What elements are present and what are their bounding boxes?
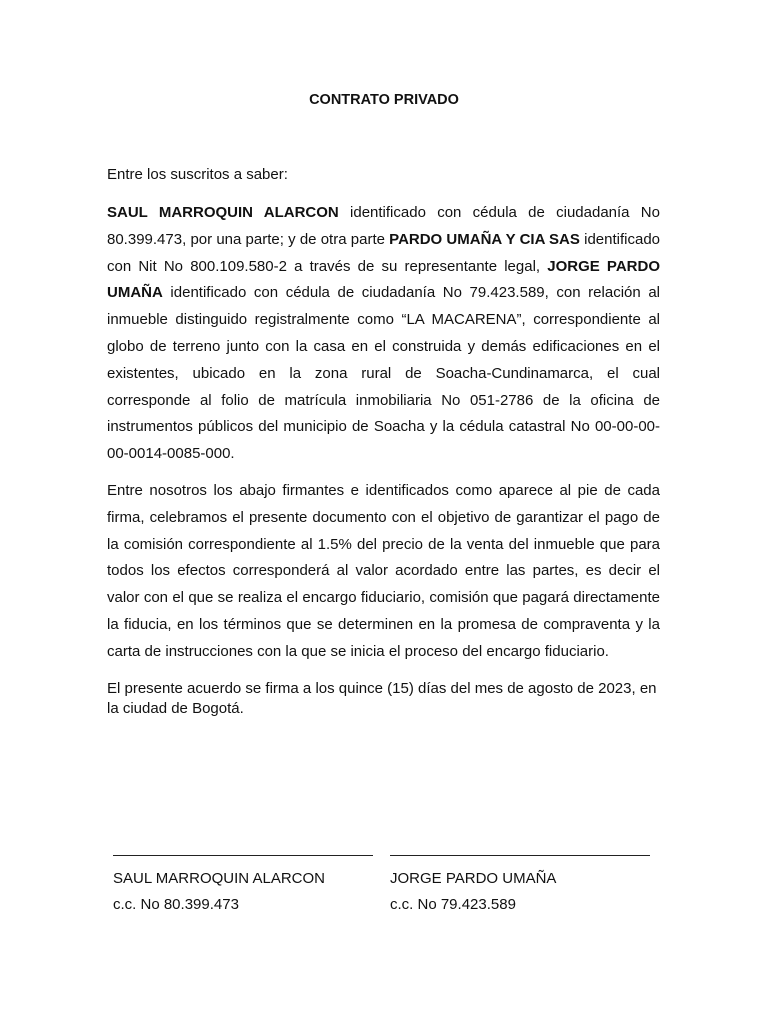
signer-name: JORGE PARDO UMAÑA bbox=[390, 870, 557, 887]
purpose-paragraph: Entre nosotros los abajo firmantes e identificados como aparece al pie de cada firma, celebramos el presente documento con el objetivo de garantizar el pago de la comisión correspondiente al 1.5% del precio de la venta del inmueble que para todos los efectos corresponderá al valor acordado entre las partes, es decir el valor con el que se realiza el encargo fiduciario, comisión que pagará directamente la fiducia, en los términos que se determinen en la promesa de compraventa y la carta de instrucciones con la que se inicia el proceso del encargo fiduciario. bbox=[107, 482, 660, 660]
signer-id: c.c. No 79.423.589 bbox=[390, 896, 516, 913]
paragraph1-text-b: identificado con Nit No 800.109.580-2 a través de su representante legal, bbox=[107, 230, 660, 275]
signing-date-paragraph: El presente acuerdo se firma a los quince (15) días del mes de agosto de 2023, en la ciudad de Bogotá. bbox=[107, 680, 657, 717]
paragraph1-text-a: identificado con cédula de ciudadanía No 80.399.473, por una parte; y de otra parte bbox=[107, 204, 660, 248]
signature-block-left bbox=[113, 855, 373, 918]
parties-paragraph bbox=[107, 200, 660, 468]
signature-block-right bbox=[390, 855, 650, 918]
document-title: CONTRATO PRIVADO bbox=[309, 92, 459, 108]
intro-text: Entre los suscritos a saber: bbox=[107, 166, 288, 183]
party1-name: SAUL MARROQUIN ALARCON bbox=[107, 204, 339, 221]
party2-name: JORGE PARDO UMAÑA bbox=[107, 257, 660, 302]
signature-line bbox=[390, 855, 650, 856]
paragraph1-text-c: identificado con cédula de ciudadanía No 79.423.589, con relación al inmueble distinguido registralmente como “LA MACARENA”, correspondiente al globo de terreno junto con la casa en el construida y demás edificaciones en el existentes, ubicado en la zona rural de Soacha-Cundinamarca, el cual corresponde al folio de matrícula inmobiliaria No 051-2786 de la oficina de instrumentos públicos del municipio de Soacha y la cédula catastral No 00-00-00-00-0014-0085-000. bbox=[107, 284, 660, 463]
company-name: PARDO UMAÑA Y CIA SAS bbox=[389, 230, 580, 248]
signer-id: c.c. No 80.399.473 bbox=[113, 896, 239, 913]
signature-line bbox=[113, 855, 373, 856]
signer-name: SAUL MARROQUIN ALARCON bbox=[113, 870, 325, 887]
